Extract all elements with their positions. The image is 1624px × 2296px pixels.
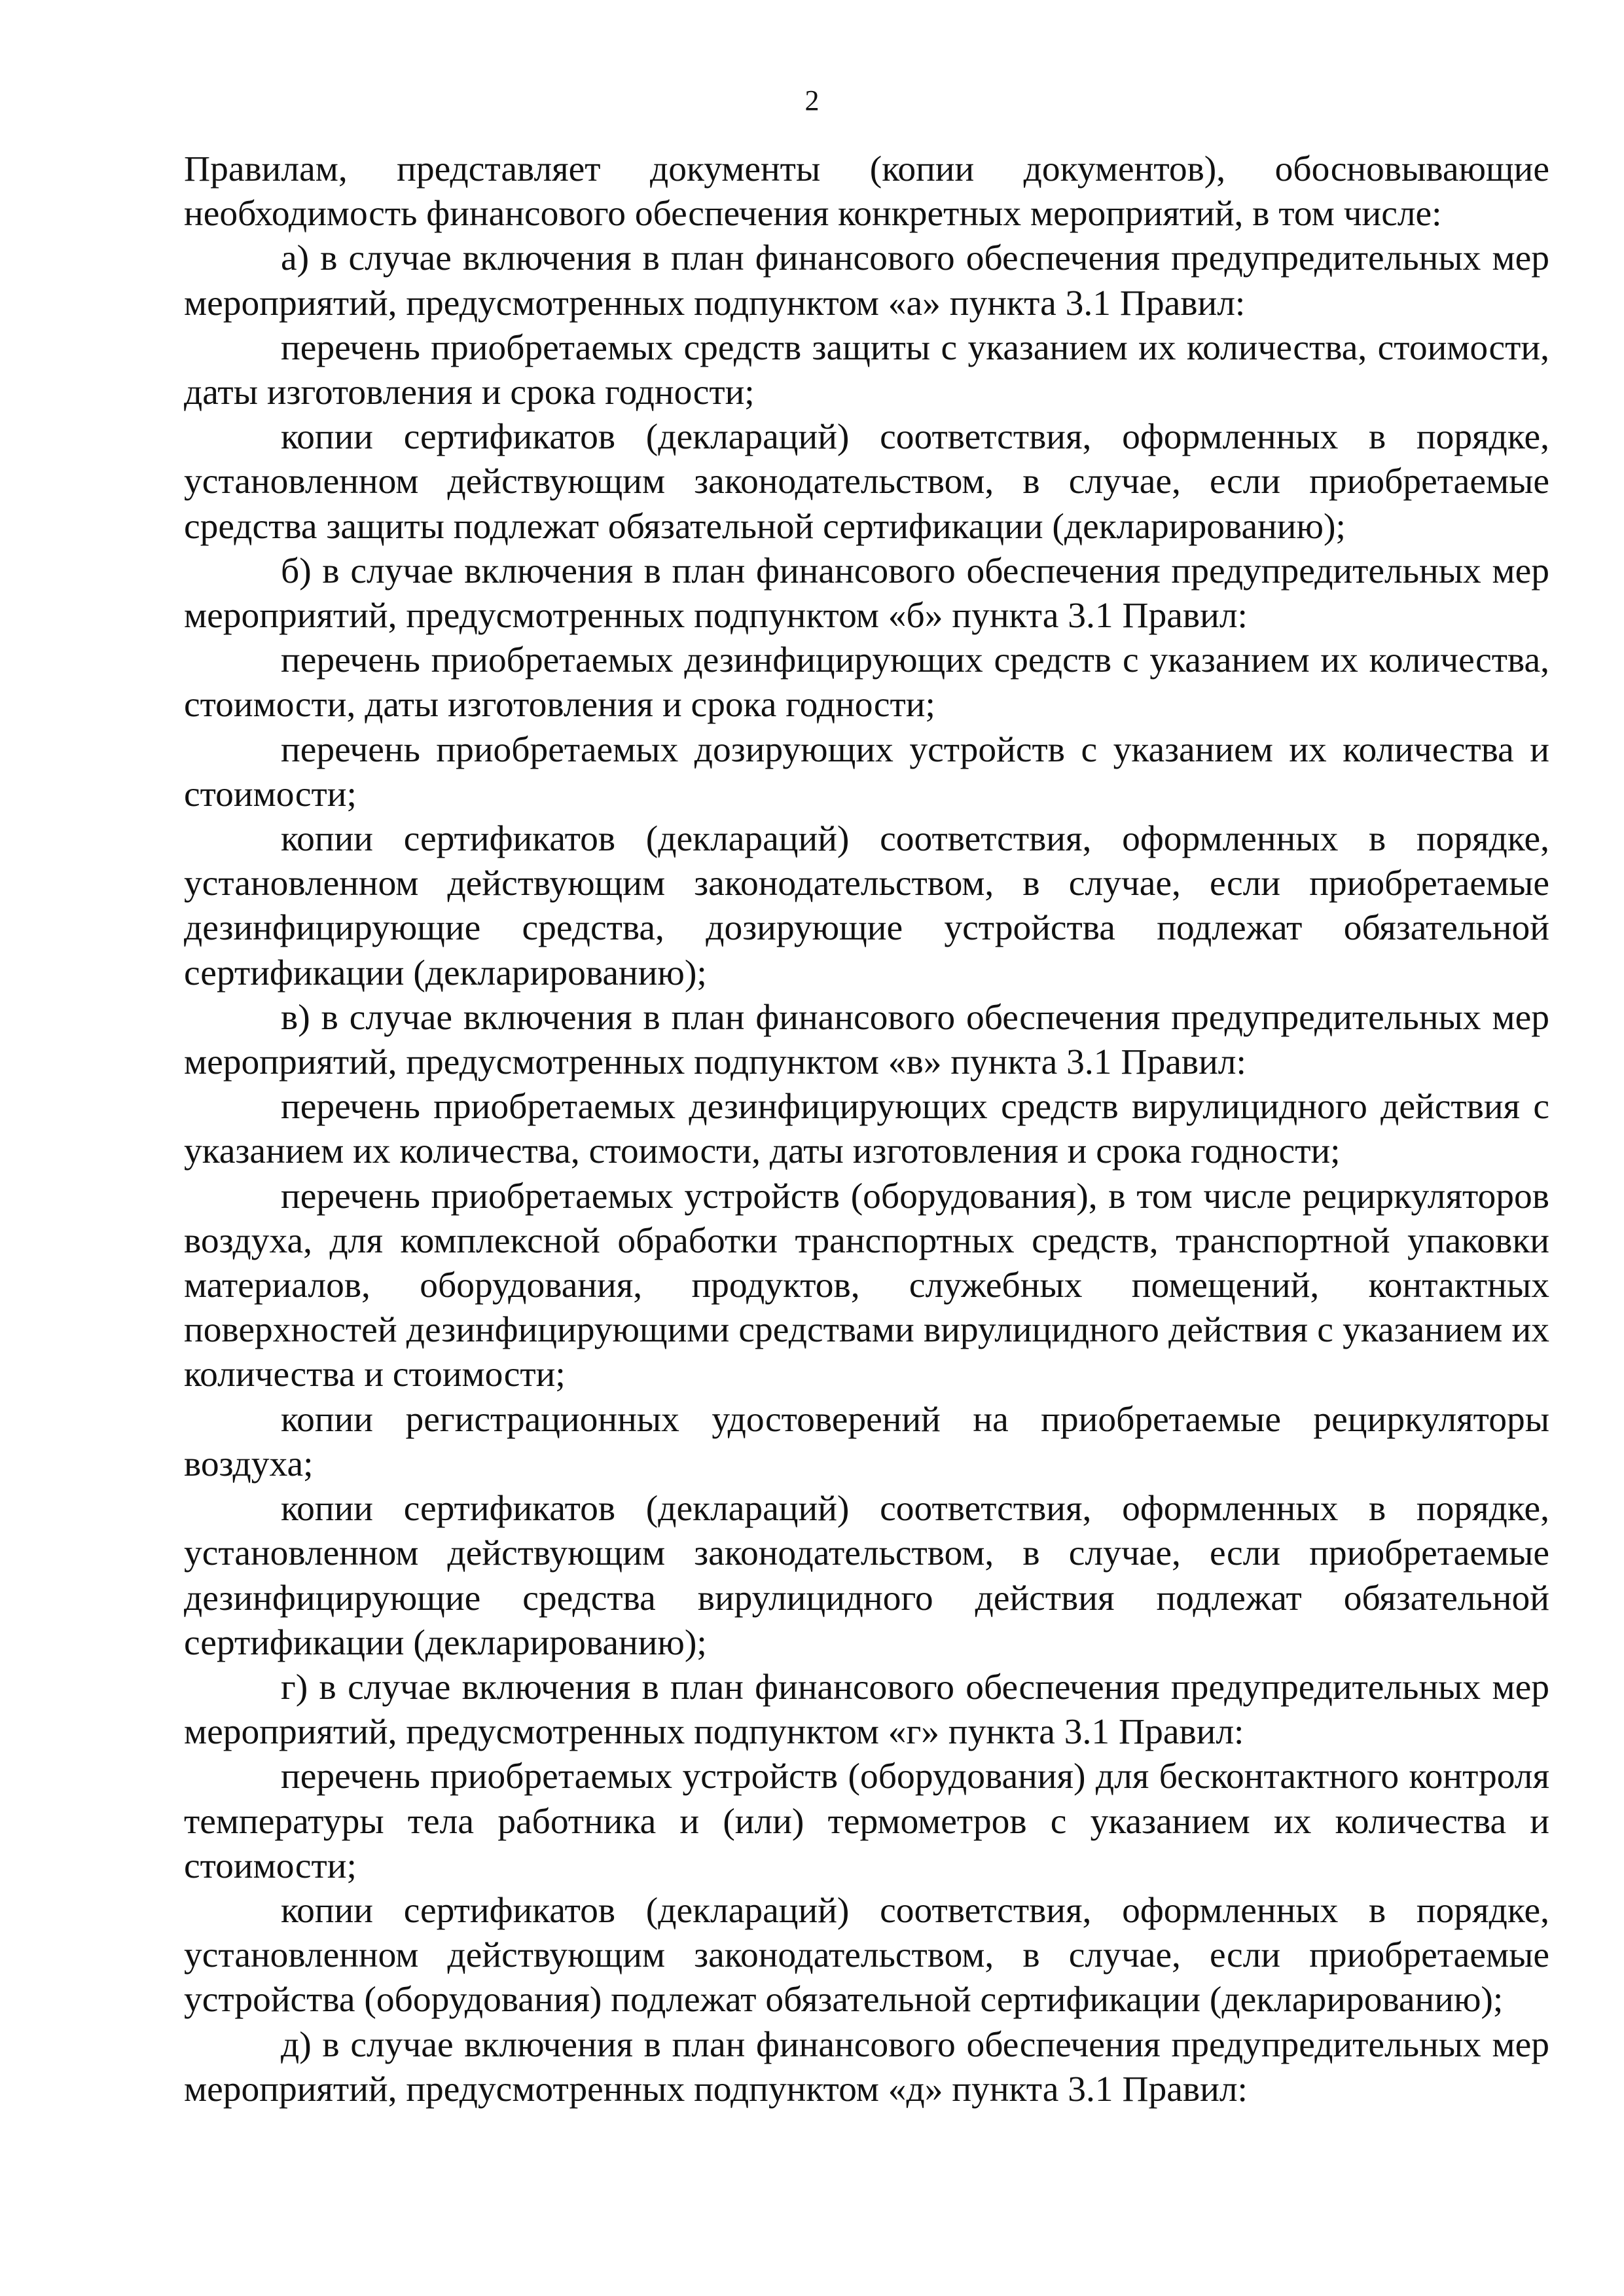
paragraph: перечень приобретаемых дозирующих устройств с указанием их количества и стоимости;: [184, 729, 1549, 814]
paragraph: копии регистрационных удостоверений на приобретаемые рециркуляторы воздуха;: [184, 1399, 1549, 1484]
paragraph-item-d: д) в случае включения в план финансового обеспечения предупредительных мер мероприятий, предусмотренных подпунктом «д» пункта 3.1 Правил:: [184, 2024, 1549, 2109]
paragraph-item-b: б) в случае включения в план финансового обеспечения предупредительных мер мероприятий, предусмотренных подпунктом «б» пункта 3.1 Правил:: [184, 551, 1549, 636]
paragraph: перечень приобретаемых устройств (оборудования) для бесконтактного контроля температуры тела работника и (или) термометров с указанием их количества и стоимости;: [184, 1757, 1549, 1886]
paragraph: копии сертификатов (деклараций) соответствия, оформленных в порядке, установленном действующим законодательством, в случае, если приобретаемые устройства (оборудования) подлежат обязательной сертификации (декларированию);: [184, 1890, 1549, 2020]
page-number: 2: [804, 84, 820, 117]
paragraph: перечень приобретаемых устройств (оборудования), в том числе рециркуляторов воздуха, для комплексной обработки транспортных средств, транспортной упаковки материалов, оборудования, продуктов, служебных помещений, контактных поверхностей дезинфицирующими средствами вирулицидного действия с указанием их количества и стоимости;: [184, 1176, 1549, 1395]
paragraph: перечень приобретаемых дезинфицирующих средств вирулицидного действия с указанием их количества, стоимости, даты изготовления и срока годности;: [184, 1087, 1549, 1172]
paragraph-item-a: а) в случае включения в план финансового обеспечения предупредительных мер мероприятий, предусмотренных подпунктом «а» пункта 3.1 Правил:: [184, 238, 1549, 323]
paragraph: копии сертификатов (деклараций) соответствия, оформленных в порядке, установленном действующим законодательством, в случае, если приобретаемые средства защиты подлежат обязательной сертификации (декларированию);: [184, 417, 1549, 547]
paragraph: копии сертификатов (деклараций) соответствия, оформленных в порядке, установленном действующим законодательством, в случае, если приобретаемые дезинфицирующие средства, дозирующие устройства подлежат обязательной сертификации (декларированию);: [184, 819, 1549, 993]
paragraph: перечень приобретаемых средств защиты с указанием их количества, стоимости, даты изготовления и срока годности;: [184, 327, 1549, 413]
paragraph-item-v: в) в случае включения в план финансового обеспечения предупредительных мер мероприятий, предусмотренных подпунктом «в» пункта 3.1 Правил:: [184, 997, 1549, 1083]
paragraph: перечень приобретаемых дезинфицирующих средств с указанием их количества, стоимости, даты изготовления и срока годности;: [184, 640, 1549, 725]
document-body: [184, 147, 1549, 2112]
paragraph: копии сертификатов (деклараций) соответствия, оформленных в порядке, установленном действующим законодательством, в случае, если приобретаемые дезинфицирующие средства вирулицидного действия подлежат обязательной сертификации (декларированию);: [184, 1489, 1549, 1663]
paragraph-item-g: г) в случае включения в план финансового обеспечения предупредительных мер мероприятий, предусмотренных подпунктом «г» пункта 3.1 Правил:: [184, 1667, 1549, 1753]
paragraph-continuation: Правилам, представляет документы (копии документов), обосновывающие необходимость финансового обеспечения конкретных мероприятий, в том числе:: [184, 149, 1549, 234]
